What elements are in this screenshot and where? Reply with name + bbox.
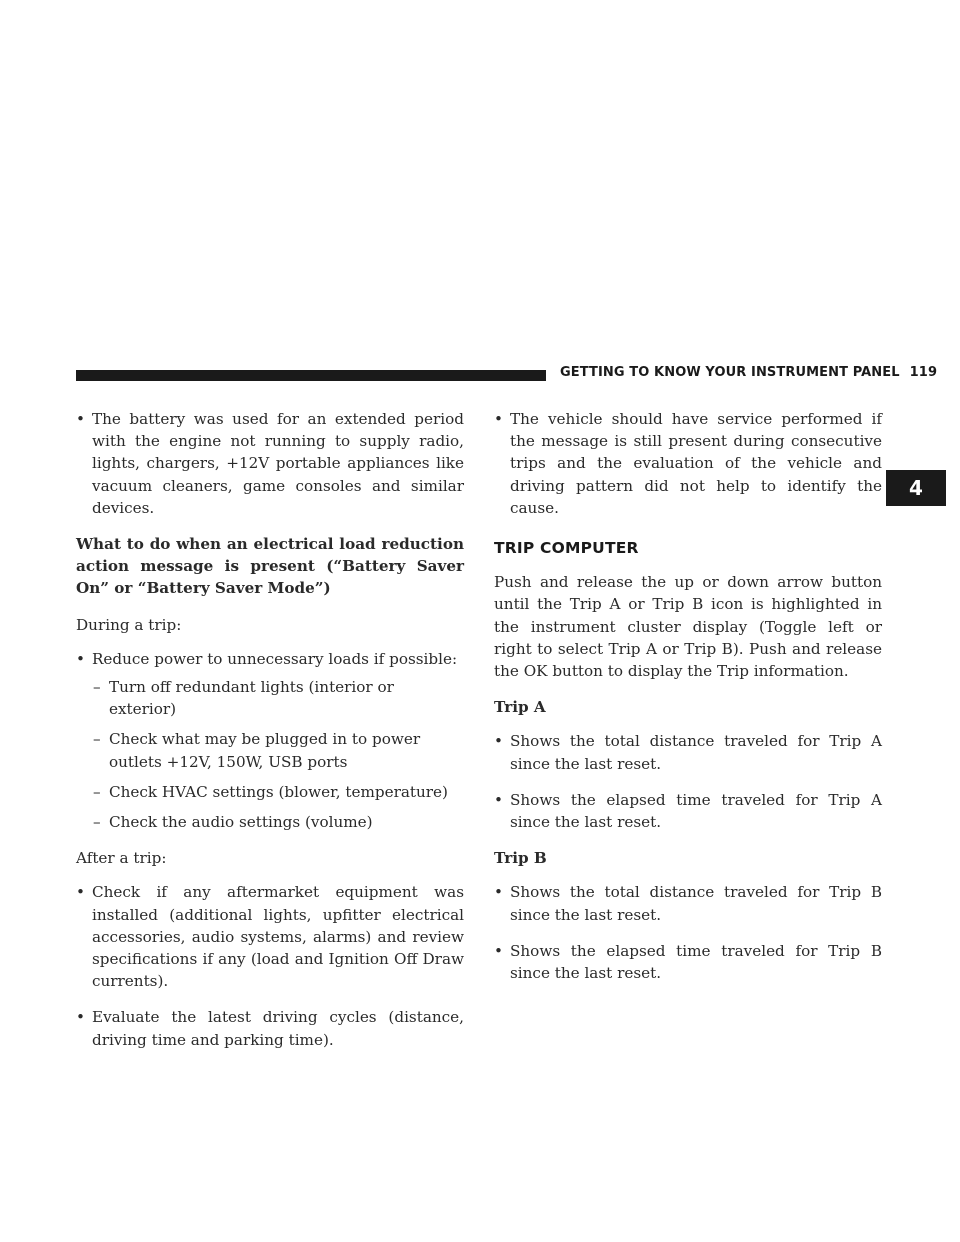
trip-a-bullet: • Shows the elapsed time traveled for Trip A since the last reset.	[494, 789, 882, 833]
trip-b-bullet: • Shows the total distance traveled for Trip B since the last reset.	[494, 881, 882, 925]
page-number: 119	[909, 365, 938, 380]
header-section-title: GETTING TO KNOW YOUR INSTRUMENT PANEL	[560, 365, 900, 380]
dash-item: – Check the audio settings (volume)	[76, 811, 464, 833]
dash-item: – Check HVAC settings (blower, temperature)	[76, 781, 464, 803]
trip-computer-heading: TRIP COMPUTER	[494, 539, 639, 558]
bullet-service: • The vehicle should have service performed if the message is still present during consecutive trips and the evaluation of the vehicle and driving pattern did not help to identify the cause.	[494, 408, 882, 519]
bullet-evaluate: • Evaluate the latest driving cycles (distance, driving time and parking time).	[76, 1006, 464, 1050]
bullet-reduce-power: • Reduce power to unnecessary loads if possible:	[76, 648, 464, 670]
bullet-battery-usage: • The battery was used for an extended period with the engine not running to supply radio, lights, chargers, +12V portable appliances like vacuum cleaners, game consoles and similar devices.	[76, 408, 464, 519]
left-column	[76, 408, 464, 1065]
trip-a-bullet: • Shows the total distance traveled for Trip A since the last reset.	[494, 730, 882, 774]
dash-item: – Check what may be plugged in to power outlets +12V, 150W, USB ports	[76, 728, 464, 772]
right-column	[494, 408, 882, 998]
header-bar	[76, 370, 546, 381]
trip-b-heading: Trip B	[494, 849, 547, 868]
after-trip-label: After a trip:	[76, 849, 167, 868]
chapter-tab: 4	[886, 470, 946, 506]
during-trip-label: During a trip:	[76, 615, 182, 634]
trip-b-bullet: • Shows the elapsed time traveled for Trip B since the last reset.	[494, 940, 882, 984]
what-to-do-heading: What to do when an electrical load reduction action message is present (“Battery Saver On” or “Battery Saver Mode”)	[76, 535, 464, 598]
bullet-aftermarket: • Check if any aftermarket equipment was installed (additional lights, upfitter electrical accessories, audio systems, alarms) and review specifications if any (load and Ignition Off Draw currents).	[76, 881, 464, 992]
dash-item: – Turn off redundant lights (interior or exterior)	[76, 676, 464, 720]
running-header	[560, 365, 937, 380]
trip-a-heading: Trip A	[494, 698, 546, 717]
trip-computer-paragraph: Push and release the up or down arrow button until the Trip A or Trip B icon is highlighted in the instrument cluster display (Toggle left or right to select Trip A or Trip B). Push and release the OK button to display the Trip information.	[494, 573, 882, 681]
